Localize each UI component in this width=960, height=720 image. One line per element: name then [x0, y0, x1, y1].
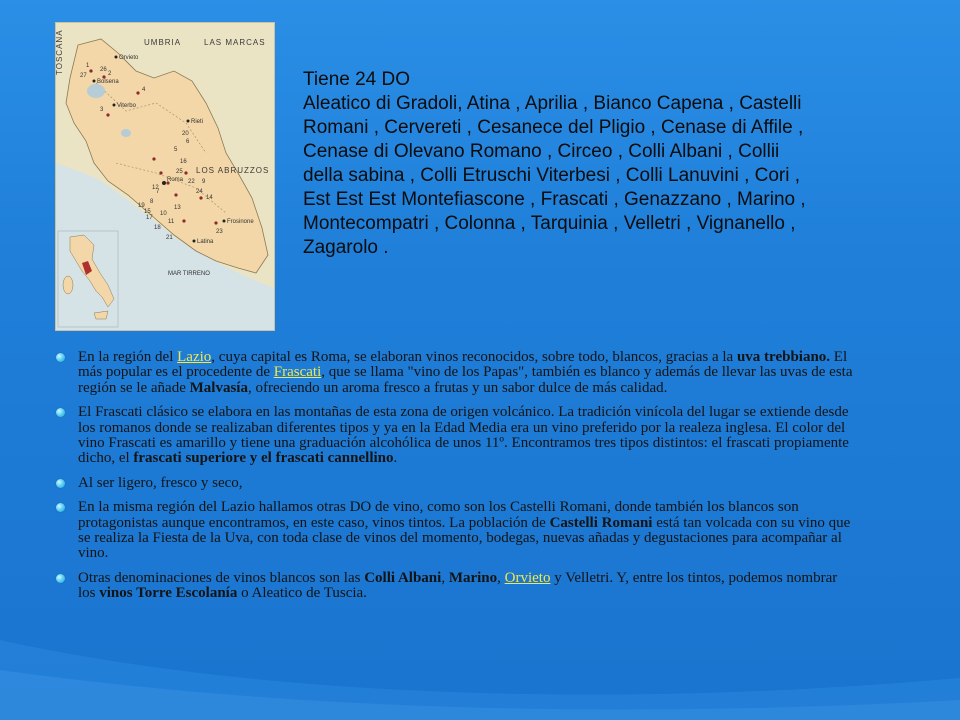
bullet-text: .: [393, 450, 398, 467]
bold-text: Castelli Romani: [549, 514, 653, 531]
map-region-toscana: TOSCANA: [55, 29, 64, 75]
map-number: 17: [146, 215, 153, 221]
map-number: 14: [206, 195, 213, 201]
map-city-frosinone: Frosinone: [227, 219, 254, 225]
map-number: 10: [160, 211, 167, 217]
bold-text: frascati superiore y el frascati cannellino: [133, 450, 394, 467]
bullet-dot-icon: [56, 479, 65, 488]
bullet-list: [54, 350, 854, 611]
bullet-text: , cuya capital es Roma, se elaboran vinos reconocidos, sobre todo, blancos, gracias a la: [211, 349, 737, 365]
map-number: 2: [108, 71, 112, 77]
map-number: 23: [216, 229, 223, 235]
list-item: [54, 500, 854, 562]
map-number: 22: [188, 179, 195, 185]
map-region-umbria: UMBRIA: [144, 38, 182, 47]
bullet-text: , ofreciendo un aroma fresco a frutas y un sabor dulce de más calidad.: [247, 379, 668, 396]
bullet-text: En la misma región del Lazio hallamos otras DO de vino, como son los Castelli Romani, donde también los blancos son protagonistas aunque encontramos, en este caso, vinos tintos. La población de: [78, 499, 799, 531]
map-number: 8: [150, 199, 154, 205]
map-number: 5: [174, 147, 178, 153]
bullet-dot-icon: [56, 353, 65, 362]
bold-text: Colli Albani: [364, 569, 442, 586]
map-number: 26: [100, 67, 107, 73]
bullet-text: El más popular es el procedente de: [78, 349, 848, 381]
do-list-block: [303, 68, 823, 260]
map-number: 18: [154, 225, 161, 231]
list-item: [54, 405, 854, 467]
bold-text: vinos Torre Escolanía: [99, 585, 238, 602]
map-city-latina: Latina: [197, 239, 214, 245]
list-item: [54, 350, 854, 396]
bullet-text: Otras denominaciones de vinos blancos son las: [78, 569, 365, 586]
map-city-bolsena: Bolsena: [97, 79, 119, 85]
bullet-text: El Frascati clásico se elabora en las montañas de esta zona de origen volcánico. La tradición vinícola del lugar se extiende desde los romanos donde se realizaban diferentes tipos y ya en la Edad Media era un vino preferido por la realeza inglesa. El color del vino Frascati es amarillo y tiene una graduación alcohólica de unos 11º. Encontramos tres tipos distintos: el frascati propiamente dicho, el: [78, 404, 849, 467]
bullet-text: ,: [441, 569, 449, 586]
map-number: 27: [80, 73, 87, 79]
map-number: 25: [176, 169, 183, 175]
lazio-map: [55, 22, 275, 331]
bullet-text: En la región del: [78, 349, 178, 365]
background-swoosh: [0, 600, 960, 720]
bold-text: uva trebbiano.: [736, 349, 831, 365]
bold-text: Malvasía: [189, 379, 248, 396]
map-city-viterbo: Viterbo: [117, 103, 136, 109]
map-region-marcas: LAS MARCAS: [204, 38, 266, 47]
bullet-text: Al ser ligero, fresco y seco,: [78, 474, 243, 491]
link-orvieto[interactable]: Orvieto: [504, 569, 551, 586]
italy-inset-map: [58, 231, 118, 327]
map-number: 24: [196, 189, 203, 195]
map-number: 19: [138, 203, 145, 209]
bullet-text: ,: [497, 569, 505, 586]
map-city-roma: Roma: [167, 177, 184, 183]
map-number: 20: [182, 131, 189, 137]
map-number: 6: [186, 139, 190, 145]
map-number: 4: [142, 87, 146, 93]
list-item: [54, 476, 854, 491]
bullet-text: está tan volcada con su vino que se realiza la Fiesta de la Uva, con toda clase de vinos del momento, bodegas, nuevas añadas y degustaciones para acompañar al vino.: [78, 514, 851, 562]
map-number: 13: [174, 205, 181, 211]
bold-text: Marino: [448, 569, 498, 586]
map-number: 9: [202, 179, 206, 185]
bullet-dot-icon: [56, 574, 65, 583]
map-number: 16: [180, 159, 187, 165]
link-lazio[interactable]: Lazio: [177, 349, 212, 365]
bullet-text: , que se llama "vino de los Papas", también es blanco y además de llevar las uvas de esta región se le añade: [78, 364, 853, 396]
bullet-text: o Aleatico de Tuscia.: [237, 585, 367, 602]
map-number: 7: [156, 189, 160, 195]
map-number: 21: [166, 235, 173, 241]
bullet-text: y Velletri. Y, entre los tintos, podemos nombrar los: [78, 569, 838, 602]
map-city-orvieto: Orvieto: [119, 55, 139, 61]
map-number: 1: [86, 63, 90, 69]
bullet-dot-icon: [56, 503, 65, 512]
bullet-dot-icon: [56, 408, 65, 417]
map-number: 12: [152, 185, 159, 191]
do-list-text: Aleatico di Gradoli, Atina , Aprilia , Bianco Capena , Castelli Romani , Cervereti , Cesanece del Pligio , Cenase di Affile , Cenase di Olevano Romano , Circeo , Colli Albani , Collii della sabina , Colli Etruschi Viterbesi , Colli Lanuvini , Cori , Est Est Est Montefiascone , Frascati , Genazzano , Marino , Montecompatri , Colonna , Tarquinia , Velletri , Vignanello , Zagarolo .: [303, 93, 806, 258]
map-number: 15: [144, 209, 151, 215]
map-city-rieti: Rieti: [191, 119, 204, 125]
list-item: [54, 571, 854, 602]
map-number: 11: [168, 219, 175, 225]
do-count-title: Tiene 24 DO: [303, 69, 411, 90]
map-sea-label: MAR TIRRENO: [168, 271, 210, 277]
map-region-abruzzos: LOS ABRUZZOS: [196, 166, 270, 175]
link-frascati[interactable]: Frascati: [273, 364, 322, 381]
map-number: 3: [100, 107, 104, 113]
